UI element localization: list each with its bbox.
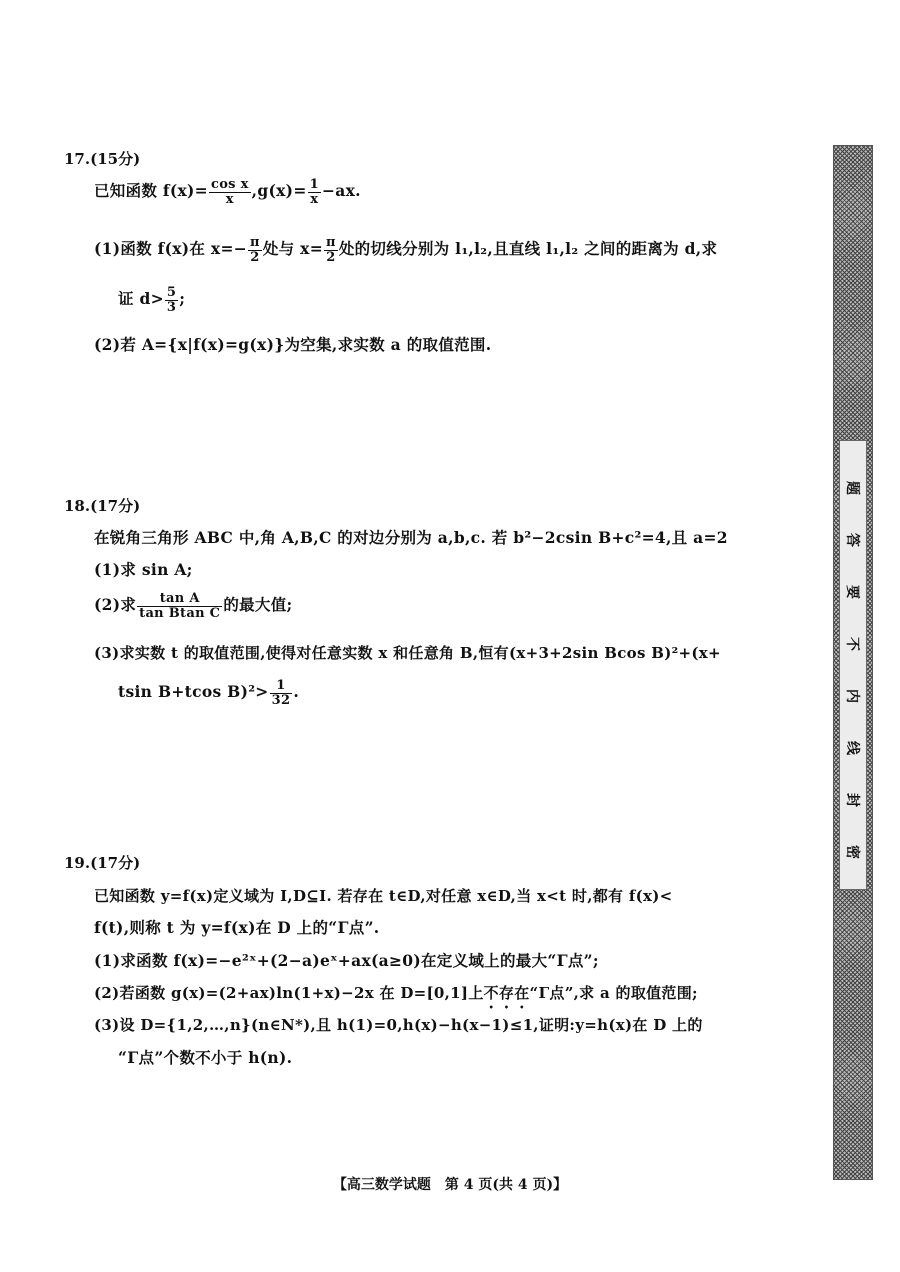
q17-g-fraction (308, 178, 321, 206)
q19-part2 (94, 982, 698, 1012)
q17-f-lhs: f(x)= (162, 181, 208, 201)
q17-p1-frac1 (248, 236, 262, 264)
q18-part1: (1)求 sin A; (94, 560, 193, 579)
q17-p1-a: (1)函数 f(x)在 x=− (94, 239, 248, 259)
q17-p1-frac3 (165, 286, 178, 314)
q17-p1-five: 5 (166, 285, 177, 300)
q18-part2 (94, 592, 293, 620)
q17-title: 17.(15分) (64, 150, 141, 168)
q18-p3-c: . (293, 682, 300, 702)
q18-p3-den: 32 (271, 692, 291, 708)
q19-part1: (1)求函数 f(x)=−e²ˣ+(2−a)eˣ+ax(a≥0)在定义域上的最大“Γ点”; (94, 951, 599, 970)
q17-stem (94, 178, 361, 206)
q17-p1-e: ; (179, 289, 186, 309)
q18-part3: (3)求实数 t 的取值范围,使得对任意实数 x 和任意角 B,恒有(x+3+2sin Bcos B)²+(x+ (94, 644, 721, 662)
q18-p2-b: 的最大值; (223, 595, 293, 615)
seal-char-1: 答 (844, 533, 860, 547)
q18-p3-num: 1 (270, 679, 293, 694)
q17-g-lhs: ,g(x)= (251, 181, 307, 201)
q19-stem-line2: f(t),则称 t 为 y=f(x)在 D 上的“Γ点”. (94, 918, 380, 937)
q19-part3: (3)设 D={1,2,…,n}(n∈N*),且 h(1)=0,h(x)−h(x−1)≤1,证明:y=h(x)在 D 上的 (94, 1016, 703, 1034)
page-footer: 【高三数学试题 第 4 页(共 4 页)】 (332, 1177, 568, 1193)
q17-p1-pi1: π (250, 235, 260, 250)
q19-stem-line1: 已知函数 y=f(x)定义域为 I,D⊆I. 若存在 t∈D,对任意 x∈D,当 x<t 时,都有 f(x)< (94, 887, 673, 905)
q18-p2-frac (137, 592, 222, 620)
q17-part1-cont (118, 286, 185, 314)
seal-char-6: 封 (844, 793, 860, 807)
seal-label-box (839, 440, 867, 890)
q17-f-num: cos x (210, 177, 249, 192)
q19-part3-cont: “Γ点”个数不小于 h(n). (118, 1048, 293, 1067)
q17-known-prefix: 已知函数 (94, 181, 158, 201)
q18-p2-num: tan A (137, 592, 222, 607)
q17-p1-d: 证 d> (118, 289, 164, 309)
q17-p1-two1: 2 (250, 249, 260, 265)
q17-g-den: x (310, 191, 319, 207)
seal-char-3: 不 (844, 637, 860, 651)
seal-char-5: 线 (844, 741, 860, 755)
q17-g-num: 1 (309, 177, 319, 192)
seal-char-7: 密 (844, 845, 860, 859)
q19-p2-emphasis: 不存在 (483, 984, 530, 1002)
q18-title: 18.(17分) (64, 497, 141, 515)
q18-p2-a: (2)求 (94, 595, 137, 615)
q18-p3-b: tsin B+tcos B)²> (118, 682, 269, 702)
q17-g-rest: −ax. (321, 181, 361, 201)
q18-part3-cont (118, 679, 299, 707)
q19-p2-a: (2)若函数 g(x)=(2+ax)ln(1+x)−2x 在 D=[0,1]上 (94, 984, 484, 1002)
q17-p1-three: 3 (166, 299, 177, 315)
q17-part2: (2)若 A={x|f(x)=g(x)}为空集,求实数 a 的取值范围. (94, 335, 492, 354)
q19-title: 19.(17分) (64, 854, 141, 872)
q17-p1-two2: 2 (326, 249, 336, 265)
q19-p2-b: “Γ点”,求 a 的取值范围; (529, 984, 698, 1002)
q17-p1-c: 处的切线分别为 l₁,l₂,且直线 l₁,l₂ 之间的距离为 d,求 (338, 239, 718, 259)
q18-stem: 在锐角三角形 ABC 中,角 A,B,C 的对边分别为 a,b,c. 若 b²−2csin B+c²=4,且 a=2 (94, 528, 728, 547)
q17-f-fraction (209, 178, 251, 206)
q17-f-den: x (225, 191, 234, 207)
seal-char-4: 内 (844, 689, 860, 703)
seal-char-0: 题 (844, 481, 860, 495)
q18-p2-den: tan Btan C (139, 605, 221, 621)
q17-p1-b: 处与 x= (262, 239, 323, 259)
q17-p1-frac2 (324, 236, 338, 264)
q18-p3-frac (270, 679, 293, 707)
q17-part1 (94, 236, 717, 264)
q17-p1-pi2: π (326, 235, 336, 250)
seal-char-2: 要 (844, 585, 860, 599)
